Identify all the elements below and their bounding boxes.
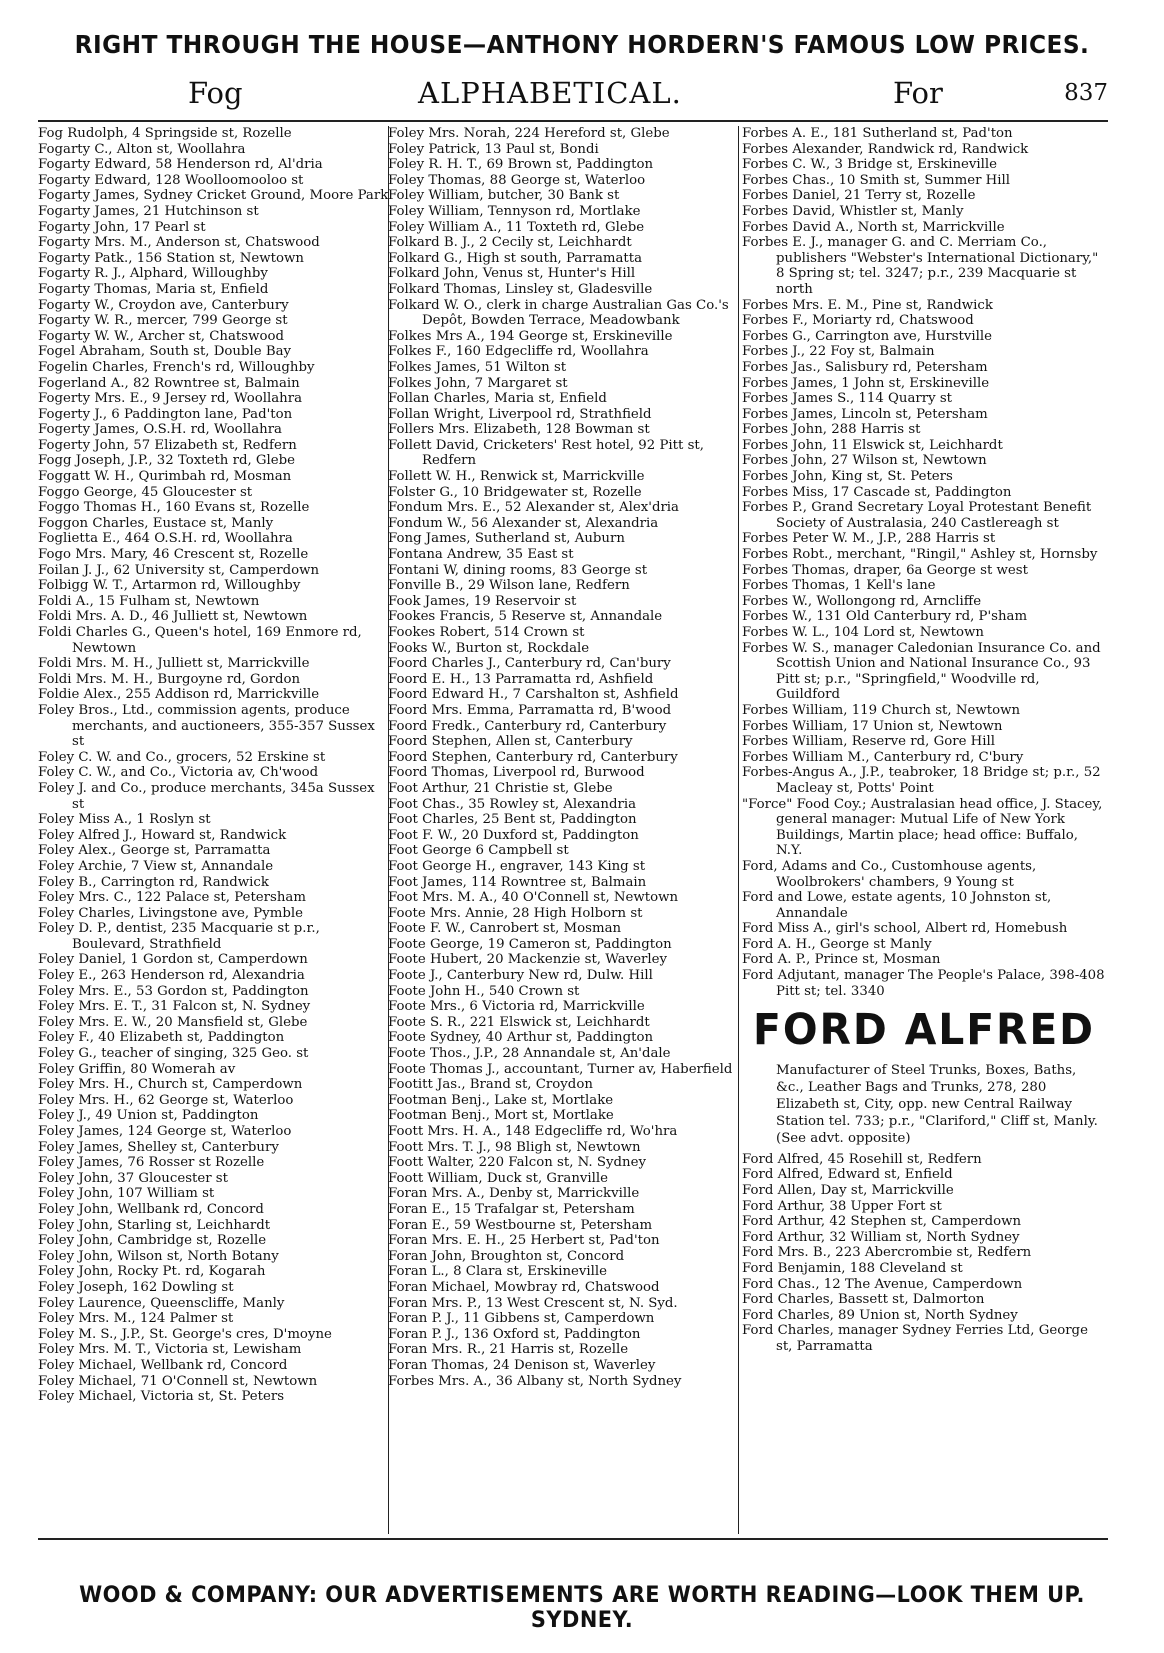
directory-entry: Foran Mrs. P., 13 West Crescent st, N. Syd. [388,1295,678,1311]
directory-entry: Foley John, Rocky Pt. rd, Kogarah [38,1264,266,1280]
directory-entry: Foley J., 49 Union st, Paddington [38,1108,259,1124]
directory-entry: Forbes John, 11 Elswick st, Leichhardt [742,437,1003,453]
directory-entry: Foord Stephen, Allen st, Canterbury [388,734,633,750]
header-rule [38,120,1108,122]
directory-entry: Foote J., Canterbury New rd, Dulw. Hill [388,968,653,984]
directory-entry: Forbes J., 22 Foy st, Balmain [742,344,935,360]
ford-alfred-advert-text: Manufacturer of Steel Trunks, Boxes, Baths, &c., Leather Bags and Trunks, 278, 280 Elizabeth st, City, opp. new Central Railway Station tel. 733; p.r., "Clariford," Cliff st, Manly. (See advt. opposite) [776,1063,1103,1146]
directory-entry: "Force" Food Coy.; Australasian head office, J. Stacey, general manager: Mutual Life of New York Buildings, Martin place; head office: Buffalo, N.Y. [742,796,1107,859]
directory-entry: Folbigg W. T., Artarmon rd, Willoughby [38,578,301,594]
directory-entry: Ford Alfred, 45 Rosehill st, Redfern [742,1151,982,1167]
directory-entry: Foran John, Broughton st, Concord [388,1248,625,1264]
directory-entry: Footman Benj., Mort st, Mortlake [388,1108,614,1124]
directory-entry: Forbes Alexander, Randwick rd, Randwick [742,141,1029,157]
directory-entry: Foot George 6 Campbell st [388,843,569,859]
directory-entry: Ford and Lowe, estate agents, 10 Johnston st, Annandale [742,890,1056,921]
directory-entry: Ford Benjamin, 188 Cleveland st [742,1260,963,1276]
column-3-bottom-entries [742,1152,1106,1355]
directory-entry: Foley Alex., George st, Parramatta [38,843,271,859]
directory-entry: Foley D. P., dentist, 235 Macquarie st p.r., Boulevard, Strathfield [38,921,325,952]
directory-entry: Foote George, 19 Cameron st, Paddington [388,936,672,952]
directory-entry: Fogerty Mrs. E., 9 Jersey rd, Woollahra [38,391,303,407]
directory-entry: Fondum W., 56 Alexander st, Alexandria [388,515,659,531]
directory-entry: Fookes Francis, 5 Reserve st, Annandale [388,609,663,625]
directory-entry: Folkard John, Venus st, Hunter's Hill [388,266,636,282]
directory-entry: Foggon Charles, Eustace st, Manly [38,515,274,531]
directory-entry: Fonville B., 29 Wilson lane, Redfern [388,578,630,594]
directory-entry: Fogarty C., Alton st, Woollahra [38,141,246,157]
directory-entry: Forbes William, Reserve rd, Gore Hill [742,734,996,750]
directory-entry: Foley E., 263 Henderson rd, Alexandria [38,968,305,984]
directory-entry: Forbes Chas., 10 Smith st, Summer Hill [742,172,1011,188]
directory-entry: Folkard W. O., clerk in charge Australian Gas Co.'s Depôt, Bowden Terrace, Meadowbank [388,297,733,329]
directory-entry: Fooks W., Burton st, Rockdale [388,640,590,656]
directory-entry: Foley John, Cambridge st, Rozelle [38,1233,267,1249]
directory-entry: Foord Edward H., 7 Carshalton st, Ashfield [388,687,679,703]
directory-entry: Forbes William M., Canterbury rd, C'bury [742,749,1024,765]
directory-entry: Forbes James S., 114 Quarry st [742,391,953,407]
directory-entry: Foord Thomas, Liverpool rd, Burwood [388,765,645,781]
directory-entry: Ford Miss A., girl's school, Albert rd, Homebush [742,921,1068,937]
directory-entry: Foord Charles J., Canterbury rd, Can'bury [388,656,671,672]
directory-entry: Ford Arthur, 38 Upper Fort st [742,1198,942,1214]
footer-rule [38,1538,1108,1540]
directory-entry: Foley Bros., Ltd., commission agents, produce merchants, and auctioneers, 355-357 Sussex st [38,702,380,750]
directory-entry: Fogel Abraham, South st, Double Bay [38,344,292,360]
directory-entry: Forbes James, Lincoln st, Petersham [742,406,988,422]
column-divider-2 [738,126,739,1534]
directory-entry: Foley John, 37 Gloucester st [38,1170,228,1186]
directory-entry: Forbes Miss, 17 Cascade st, Paddington [742,484,1012,500]
directory-entry: Ford Charles, manager Sydney Ferries Ltd, George st, Parramatta [742,1323,1093,1354]
directory-entry: Foley James, 124 George st, Waterloo [38,1124,292,1139]
directory-entry: Ford Mrs. B., 223 Abercrombie st, Redfern [742,1245,1032,1261]
directory-entry: Foley Archie, 7 View st, Annandale [38,858,274,874]
directory-entry: Fogarty Edward, 58 Henderson rd, Al'dria [38,157,323,173]
directory-entry: Foley Michael, Wellbank rd, Concord [38,1357,288,1373]
column-3 [742,126,1109,1355]
directory-entry: Foley Mrs. Norah, 224 Hereford st, Glebe [388,126,670,141]
directory-entry: Foote Thomas J., accountant, Turner av, Haberfield [388,1061,733,1077]
directory-entry: Foldi Mrs. M. H., Julliett st, Marrickville [38,656,310,672]
directory-entry: Forbes Thomas, 1 Kell's lane [742,578,936,594]
directory-entry: Foote F. W., Canrobert st, Mosman [388,921,622,937]
header-left-guide-word: Fog [188,76,243,110]
directory-entry: Foott Mrs. T. J., 98 Bligh st, Newtown [388,1139,641,1155]
directory-entry: Ford Arthur, 32 William st, North Sydney [742,1229,1020,1245]
bottom-banner: WOOD & COMPANY: OUR ADVERTISEMENTS ARE WORTH READING—LOOK THEM UP. SYDNEY. [79,1583,1085,1633]
directory-entry: Folkes John, 7 Margaret st [388,375,568,391]
directory-entry: Foley B., Carrington rd, Randwick [38,874,269,890]
directory-entry: Forbes P., Grand Secretary Loyal Protestant Benefit Society of Australasia, 240 Castlereagh st [742,500,1096,531]
directory-entry: Foley Miss A., 1 Roslyn st [38,812,211,828]
directory-entry: Forbes Peter W. M., J.P., 288 Harris st [742,531,996,547]
directory-entry: Folkard Thomas, Linsley st, Gladesville [388,281,653,297]
directory-entry: Foley C. W. and Co., grocers, 52 Erskine st [38,749,326,765]
directory-entry: Foley C. W., and Co., Victoria av, Ch'wood [38,765,319,781]
directory-entry: Foley John, 107 William st [38,1186,215,1202]
page-header [38,76,1108,116]
directory-entry: Foldie Alex., 255 Addison rd, Marrickville [38,687,320,703]
directory-entry: Foley James, Shelley st, Canterbury [38,1139,279,1155]
directory-entry: Forbes William, 17 Union st, Newtown [742,718,1003,734]
directory-entry: Foote Mrs., 6 Victoria rd, Marrickville [388,999,645,1015]
directory-entry: Foley Daniel, 1 Gordon st, Camperdown [38,952,308,968]
directory-entry: Forbes W., 131 Old Canterbury rd, P'sham [742,609,1028,625]
directory-entry: Foran E., 59 Westbourne st, Petersham [388,1217,653,1233]
directory-entry: Foley Mrs. M., 124 Palmer st [38,1311,234,1327]
directory-entry: Fogarty R. J., Alphard, Willoughby [38,266,268,282]
directory-entry: Fogelin Charles, French's rd, Willoughby [38,359,315,375]
directory-entry: Forbes William, 119 Church st, Newtown [742,702,1021,718]
directory-entry: Forbes A. E., 181 Sutherland st, Pad'ton [742,126,1013,141]
directory-entry: Foley Mrs. H., 62 George st, Waterloo [38,1092,294,1108]
directory-entry: Forbes John, King st, St. Peters [742,469,953,485]
directory-entry: Folkes Mrs A., 194 George st, Erskineville [388,328,673,344]
directory-entry: Folkes F., 160 Edgecliffe rd, Woollahra [388,344,649,360]
directory-entry: Fogarty Edward, 128 Woolloomooloo st [38,172,304,188]
directory-entry: Ford A. P., Prince st, Mosman [742,952,941,968]
directory-entry: Fondum Mrs. E., 52 Alexander st, Alex'dria [388,500,679,516]
directory-entry: Foote Sydney, 40 Arthur st, Paddington [388,1030,654,1046]
column-1 [38,126,390,1405]
directory-entry: Foley Michael, Victoria st, St. Peters [38,1389,285,1405]
directory-entry: Fogarty James, Sydney Cricket Ground, Moore Park [38,188,389,204]
directory-entry: Foote Hubert, 20 Mackenzie st, Waverley [388,952,668,968]
directory-entry: Foldi Charles G., Queen's hotel, 169 Enmore rd, Newtown [38,625,367,656]
directory-entry: Fook James, 19 Reservoir st [388,593,577,609]
directory-entry: Foot F. W., 20 Duxford st, Paddington [388,827,639,843]
directory-entry: Ford Alfred, Edward st, Enfield [742,1167,953,1183]
directory-entry: Forbes John, 27 Wilson st, Newtown [742,453,987,469]
directory-entry: Foley James, 76 Rosser st Rozelle [38,1155,265,1171]
directory-entry: Foran E., 15 Trafalgar st, Petersham [388,1201,635,1217]
directory-entry: Fogo Mrs. Mary, 46 Crescent st, Rozelle [38,547,309,563]
directory-entry: Forbes E. J., manager G. and C. Merriam Co., publishers "Webster's International Dictionary," 8 Spring st; tel. 3247; p.r., 239 Macquarie st north [742,235,1103,297]
column-3-top-entries [742,126,1109,999]
directory-entry: Forbes John, 288 Harris st [742,422,921,438]
directory-entry: Fong James, Sutherland st, Auburn [388,531,625,547]
directory-entry: Foord E. H., 13 Parramatta rd, Ashfield [388,671,654,687]
directory-entry: Forbes Jas., Salisbury rd, Petersham [742,359,988,375]
directory-entry: Foley Michael, 71 O'Connell st, Newtown [38,1373,318,1389]
directory-entry: Foley Mrs. E. T., 31 Falcon st, N. Sydney [38,999,311,1015]
directory-entry: Foley F., 40 Elizabeth st, Paddington [38,1030,285,1046]
directory-entry: Foran Mrs. E. H., 25 Herbert st, Pad'ton [388,1233,660,1249]
directory-entry: Foglietta E., 464 O.S.H. rd, Woollahra [38,531,293,547]
directory-entry: Foley William, butcher, 30 Bank st [388,188,620,204]
directory-entry: Follan Wright, Liverpool rd, Strathfield [388,406,652,422]
directory-entry: Foley Thomas, 88 George st, Waterloo [388,172,646,188]
directory-entry: Fogarty W. R., mercer, 799 George st [38,313,288,329]
directory-entry: Foley Mrs. H., Church st, Camperdown [38,1077,303,1093]
directory-entry: Foott Mrs. H. A., 148 Edgecliffe rd, Wo'hra [388,1124,678,1139]
directory-entry: Foley G., teacher of singing, 325 Geo. st [38,1046,309,1062]
directory-entry: Foley J. and Co., produce merchants, 345a Sussex st [38,780,379,812]
directory-entry: Follan Charles, Maria st, Enfield [388,391,607,407]
directory-entry: Foote Thos., J.P., 28 Annandale st, An'dale [388,1046,671,1062]
directory-entry: Ford Charles, Bassett st, Dalmorton [742,1292,985,1308]
directory-entry: Foley Patrick, 13 Paul st, Bondi [388,141,599,157]
directory-entry: Forbes G., Carrington ave, Hurstville [742,328,992,344]
directory-entry: Folster G., 10 Bridgewater st, Rozelle [388,484,642,500]
directory-entry: Folkes James, 51 Wilton st [388,359,567,375]
directory-entry: Foley Mrs. M. T., Victoria st, Lewisham [38,1342,302,1358]
directory-entry: Fogarty W. W., Archer st, Chatswood [38,328,284,344]
directory-entry: Foot Chas., 35 Rowley st, Alexandria [388,796,637,812]
directory-entry: Foley John, Starling st, Leichhardt [38,1217,271,1233]
directory-entry: Foote S. R., 221 Elswick st, Leichhardt [388,1014,650,1030]
ford-alfred-display-title: FORD ALFRED [753,1005,1095,1056]
directory-entry: Foot Mrs. M. A., 40 O'Connell st, Newtown [388,890,679,906]
directory-entry: Fogarty W., Croydon ave, Canterbury [38,297,289,313]
header-right-guide-word: For [893,76,943,110]
directory-entry: Ford Charles, 89 Union st, North Sydney [742,1307,1018,1323]
directory-entry: Foley John, Wilson st, North Botany [38,1248,279,1264]
directory-entry: Foley William A., 11 Toxteth rd, Glebe [388,219,645,235]
directory-entry: Forbes F., Moriarty rd, Chatswood [742,313,974,329]
directory-entry: Ford Adjutant, manager The People's Palace, 398-408 Pitt st; tel. 3340 [742,968,1109,999]
directory-entry: Foley Griffin, 80 Womerah av [38,1061,236,1077]
directory-entry: Foote Mrs. Annie, 28 High Holborn st [388,905,643,921]
directory-entry: Follett David, Cricketers' Rest hotel, 92 Pitt st, Redfern [388,437,709,469]
directory-entry: Foran Thomas, 24 Denison st, Waverley [388,1357,656,1373]
directory-entry: Foord Fredk., Canterbury rd, Canterbury [388,718,667,734]
directory-entry: Fog Rudolph, 4 Springside st, Rozelle [38,126,292,141]
directory-entry: Foot James, 114 Rowntree st, Balmain [388,874,647,890]
directory-entry: Fogerty James, O.S.H. rd, Woollahra [38,422,282,438]
directory-entry: Forbes Daniel, 21 Terry st, Rozelle [742,188,976,204]
directory-entry: Foley Mrs. C., 122 Palace st, Petersham [38,890,306,906]
directory-entry: Forbes W., Wollongong rd, Arncliffe [742,593,982,609]
directory-entry: Foggatt W. H., Qurimbah rd, Mosman [38,469,292,485]
directory-entry: Foott Walter, 220 Falcon st, N. Sydney [388,1155,646,1171]
directory-entry: Foggo George, 45 Gloucester st [38,484,253,500]
directory-entry: Folkard G., High st south, Parramatta [388,250,643,266]
directory-entry: Fogarty Thomas, Maria st, Enfield [38,281,269,297]
directory-entry: Foot George H., engraver, 143 King st [388,858,646,874]
directory-entry: Foilan J. J., 62 University st, Camperdown [38,562,320,578]
directory-entry: Folkard B. J., 2 Cecily st, Leichhardt [388,235,632,251]
directory-entry: Ford A. H., George st Manly [742,936,932,952]
directory-entry: Fontana Andrew, 35 East st [388,547,574,563]
directory-entry: Foley William, Tennyson rd, Mortlake [388,203,641,219]
directory-entry: Foran Mrs. A., Denby st, Marrickville [388,1186,640,1202]
directory-entry: Foley M. S., J.P., St. George's cres, D'moyne [38,1326,332,1342]
directory-entry: Forbes Mrs. E. M., Pine st, Randwick [742,297,993,313]
directory-entry: Fookes Robert, 514 Crown st [388,625,585,640]
directory-entry: Follers Mrs. Elizabeth, 128 Bowman st [388,422,650,438]
directory-entry: Foley Joseph, 162 Dowling st [38,1279,234,1295]
directory-entry: Foran P. J., 11 Gibbens st, Camperdown [388,1311,655,1327]
directory-entry: Forbes C. W., 3 Bridge st, Erskineville [742,157,998,173]
directory-entry: Foggo Thomas H., 160 Evans st, Rozelle [38,500,310,516]
directory-entry: Fogg Joseph, J.P., 32 Toxteth rd, Glebe [38,453,296,469]
directory-entry: Foot Arthur, 21 Christie st, Glebe [388,780,613,796]
directory-entry: Fogerty J., 6 Paddington lane, Pad'ton [38,406,293,422]
directory-entry: Forbes Robt., merchant, "Ringil," Ashley st, Hornsby [742,547,1098,563]
directory-entry: Foldi Mrs. M. H., Burgoyne rd, Gordon [38,671,301,687]
directory-entry: Foley Laurence, Queenscliffe, Manly [38,1295,285,1311]
directory-entry: Footitt Jas., Brand st, Croydon [388,1077,593,1093]
directory-entry: Fogarty Mrs. M., Anderson st, Chatswood [38,235,320,251]
directory-entry: Footman Benj., Lake st, Mortlake [388,1092,614,1108]
directory-entry: Foran Mrs. R., 21 Harris st, Rozelle [388,1342,629,1358]
directory-entry: Forbes W. L., 104 Lord st, Newtown [742,625,984,640]
directory-entry: Foran Michael, Mowbray rd, Chatswood [388,1279,660,1295]
directory-entry: Forbes David A., North st, Marrickville [742,219,1005,235]
directory-entry: Forbes David, Whistler st, Manly [742,203,964,219]
directory-entry: Ford Arthur, 42 Stephen st, Camperdown [742,1214,1022,1230]
directory-entry: Ford Chas., 12 The Avenue, Camperdown [742,1276,1023,1292]
directory-entry: Foott William, Duck st, Granville [388,1170,609,1186]
directory-entry: Fogerland A., 82 Rowntree st, Balmain [38,375,300,391]
directory-entry: Foldi A., 15 Fulham st, Newtown [38,593,260,609]
directory-entry: Foran L., 8 Clara st, Erskineville [388,1264,608,1280]
directory-entry: Forbes Thomas, draper, 6a George st west [742,562,1028,578]
directory-entry: Foley Alfred J., Howard st, Randwick [38,827,287,843]
directory-entry: Foot Charles, 25 Bent st, Paddington [388,812,637,828]
column-2 [388,126,736,1389]
directory-entry: Foley Charles, Livingstone ave, Pymble [38,905,304,921]
directory-entry: Foley Mrs. E. W., 20 Mansfield st, Glebe [38,1014,308,1030]
directory-entry: Foley R. H. T., 69 Brown st, Paddington [388,157,654,173]
header-title: ALPHABETICAL. [418,76,682,110]
directory-entry: Follett W. H., Renwick st, Marrickville [388,469,645,485]
directory-entry: Foran P. J., 136 Oxford st, Paddington [388,1326,641,1342]
directory-entry: Ford Allen, Day st, Marrickville [742,1182,954,1198]
directory-entry: Foord Mrs. Emma, Parramatta rd, B'wood [388,702,672,718]
directory-entry: Ford, Adams and Co., Customhouse agents, Woolbrokers' chambers, 9 Young st [742,858,1041,890]
directory-entry: Fontani W, dining rooms, 83 George st [388,562,648,578]
directory-entry: Fogarty Patk., 156 Station st, Newtown [38,250,304,266]
directory-entry: Fogerty John, 57 Elizabeth st, Redfern [38,437,297,453]
directory-entry: Foote John H., 540 Crown st [388,983,580,999]
directory-entry: Forbes W. S., manager Caledonian Insurance Co. and Scottish Union and National Insurance Co., 93 Pitt st; p.r., "Springfield," Woodville rd, Guildford [742,640,1105,703]
directory-entry: Fogarty John, 17 Pearl st [38,219,206,235]
directory-entry: Forbes-Angus A., J.P., teabroker, 18 Bridge st; p.r., 52 Macleay st, Potts' Point [742,765,1105,796]
directory-entry: Forbes James, 1 John st, Erskineville [742,375,990,391]
page-number: 837 [1064,80,1108,106]
top-banner: RIGHT THROUGH THE HOUSE—ANTHONY HORDERN'S FAMOUS LOW PRICES. [74,30,1090,59]
directory-entry: Forbes Mrs. A., 36 Albany st, North Sydney [388,1373,682,1389]
directory-entry: Foord Stephen, Canterbury rd, Canterbury [388,749,678,765]
directory-entry: Foldi Mrs. A. D., 46 Julliett st, Newtown [38,609,308,625]
directory-entry: Foley John, Wellbank rd, Concord [38,1201,264,1217]
directory-entry: Fogarty James, 21 Hutchinson st [38,203,259,219]
directory-entry: Foley Mrs. E., 53 Gordon st, Paddington [38,983,309,999]
